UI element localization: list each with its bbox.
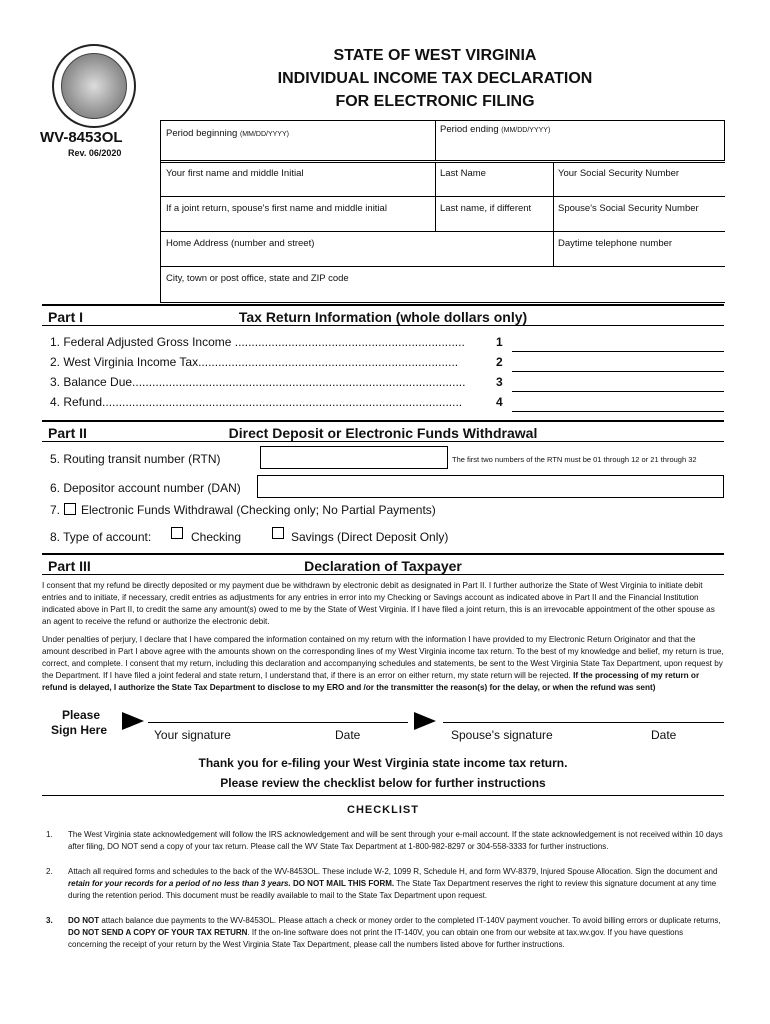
part2-label: Part II [48,425,87,441]
part3-title: Declaration of Taxpayer [304,558,462,574]
review-checklist-line: Please review the checklist below for further instructions [220,776,546,790]
line2-num: 2 [496,355,503,369]
checklist-title: CHECKLIST [347,804,419,816]
last-name-field[interactable]: Last Name [440,168,486,179]
date1-label: Date [335,728,361,742]
line3-answer[interactable] [512,391,724,392]
line4-answer[interactable] [512,411,724,412]
checklist-item-1: The West Virginia state acknowledgement will follow the IRS acknowledgement and will be sent through your e-mail account. If the state acknowledgement is not received within 10 days after filing, DO NOT send a copy of your tax return. Please call the WV State Tax Department at 1-800-982-8297 or 304-558-3333 for further instructions. [68,830,723,851]
spouse-first-name-field[interactable]: If a joint return, spouse's first name and middle initial [166,203,387,214]
checking-checkbox[interactable] [171,527,183,539]
dan-label: 6. Depositor account number (DAN) [50,481,241,495]
please-label: Please [61,708,101,722]
line1-answer[interactable] [512,351,724,352]
part1-title: Tax Return Information (whole dollars only) [238,309,528,325]
rtn-input[interactable] [260,446,448,469]
home-address-field[interactable]: Home Address (number and street) [166,238,315,249]
line4-label: 4. Refund............................................................................................................ [50,395,463,409]
phone-field[interactable]: Daytime telephone number [558,238,673,249]
line2-answer[interactable] [512,371,724,372]
divider [42,795,724,796]
checklist-item-2-num: 2. [46,867,53,876]
spouse-signature-line[interactable] [443,722,724,723]
spouse-signature-label: Spouse's signature [451,728,553,742]
your-signature-label: Your signature [154,728,231,742]
thank-you-line: Thank you for e-filing your West Virginia state income tax return. [198,756,568,770]
checking-label: Checking [191,530,242,544]
first-name-field[interactable]: Your first name and middle Initial [166,168,304,179]
checklist-item-3: DO NOT attach balance due payments to the WV-8453OL. Please attach a check or money order to the completed IT-140V payment voucher. To avoid billing errors or duplicate returns, DO NOT SEND A COPY OF YOUR TAX RETURN. If the on-line software does not print the IT-140V, you can obtain one from our website at tax.wv.gov. If you have questions concerning the receipt of your return by the West Virginia State Tax Department, please call the numbers listed above for further instructions. [68,916,721,949]
line2-label: 2. West Virginia Income Tax.............................................................................. [50,355,459,369]
period-ending-field[interactable]: Period ending (MM/DD/YYYY) [440,124,551,135]
account-type-label: 8. Type of account: [50,530,152,544]
efw-checkbox[interactable] [64,503,76,515]
part1-label: Part I [48,309,84,325]
date2-label: Date [651,728,677,742]
line1-num: 1 [496,335,503,349]
arrow-right-icon [122,712,144,730]
spouse-ssn-field[interactable]: Spouse's Social Security Number [558,203,699,214]
part2-title: Direct Deposit or Electronic Funds Withdrawal [228,425,538,441]
efw-label: Electronic Funds Withdrawal (Checking only; No Partial Payments) [81,503,436,517]
your-signature-line[interactable] [148,722,408,723]
savings-label: Savings (Direct Deposit Only) [291,530,449,544]
period-beginning-field[interactable]: Period beginning (MM/DD/YYYY) [166,128,289,139]
state-seal-image [61,53,127,119]
line4-num: 4 [496,395,503,409]
state-seal [52,44,136,128]
arrow-right-icon [414,712,436,730]
rtn-label: 5. Routing transit number (RTN) [50,452,221,466]
form-number: WV-8453OL [40,129,123,146]
form-title [210,44,660,113]
line1-label: 1. Federal Adjusted Gross Income ..................................................................... [50,335,465,349]
rtn-note: The first two numbers of the RTN must be 01 through 12 or 21 through 32 [452,455,697,464]
dan-input[interactable] [257,475,724,498]
sign-here-label: Sign Here [51,723,108,737]
spouse-last-name-field[interactable]: Last name, if different [440,203,532,214]
ssn-field[interactable]: Your Social Security Number [558,168,680,179]
checklist-item-3-num: 3. [46,916,53,925]
title-line-1: STATE OF WEST VIRGINIA [333,47,537,64]
title-line-3: FOR ELECTRONIC FILING [335,93,535,110]
declaration-paragraph-1: I consent that my refund be directly deposited or my payment due be withdrawn by electronic debit as designated in Part II. I further authorize the State of West Virginia to initiate debit entries and to initiate, if necessary, credit entries as adjustments for any entries in error into my Checking or Savings account as indicated above in Part II and the Financial Institution indicated above in Part II, to credit the same any amount(s) owed to me by the State of West Virginia. If I have filed a joint return, this is an irrevocable appointment of the other spouse as an agent to receive the refund or authorize the electronic debit. [42,581,715,626]
part2-header [42,420,724,442]
line3-label: 3. Balance Due.................................................................................................... [50,375,466,389]
checklist-item-2: Attach all required forms and schedules to the back of the WV-8453OL. These include W-2, 1099 R, Schedule H, and form WV-8379, Injured Spouse Allocation. Sign the document and retain for your records for a period of no less than 3 years. DO NOT MAIL THIS FORM. The State Tax Department reserves the right to review this signature document at any time during the retention period. This document must be readily available to mail to the State Tax Department upon request. [68,867,718,900]
part3-label: Part III [48,558,91,574]
checklist-item-1-num: 1. [46,830,53,839]
title-line-2: INDIVIDUAL INCOME TAX DECLARATION [277,70,593,87]
taxpayer-info-box [160,120,724,303]
form-revision: Rev. 06/2020 [68,148,122,158]
part3-header [42,553,724,575]
declaration-paragraph-2: Under penalties of perjury, I declare that I have compared the information contained on my return with the information I have provided to my Electronic Return Originator and that the amount described in Part I above agree with the amounts shown on the corresponding lines of my West Virginia income tax return. To the best of my knowledge and belief, my return is true, correct, and complete. I consent that my return, including this declaration and accompanying schedules and statements, be sent to the West Virginia State Tax Department, upon request by the Department. If I have filed a joint federal and state return, I understand that, if there is an error on either return, my state return will be rejected. If the processing of my return or refund is delayed, I authorize the State Tax Department to disclose to my ERO and /or the transmitter the reason(s) for the delay, or when the refund was sent) [42,635,724,692]
savings-checkbox[interactable] [272,527,284,539]
city-state-zip-field[interactable]: City, town or post office, state and ZIP code [166,273,349,284]
part1-header [42,304,724,326]
line3-num: 3 [496,375,503,389]
efw-num: 7. [50,503,61,517]
